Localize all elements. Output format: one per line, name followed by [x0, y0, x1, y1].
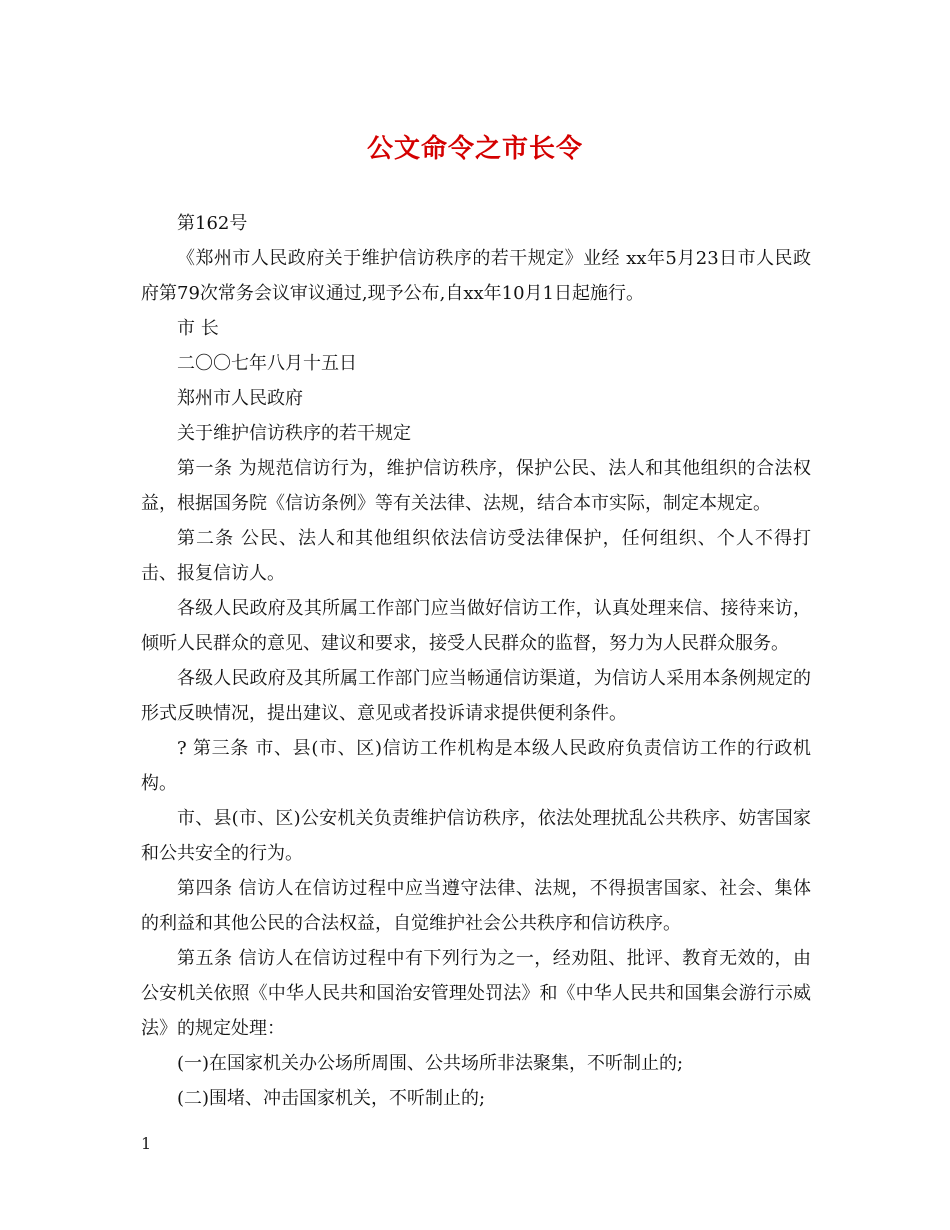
regulation-title: 关于维护信访秩序的若干规定: [177, 423, 411, 444]
document-title: 公文命令之市长令: [366, 134, 583, 164]
page-number: 1: [141, 1134, 152, 1153]
article-3-paragraph-2: 市、县(市、区)公安机关负责维护信访秩序，依法处理扰乱公共秩序、妨害国家和公共安全的行为。: [141, 808, 811, 864]
article-1: 第一条 为规范信访行为，维护信访秩序，保护公民、法人和其他组织的合法权益，根据国务院《信访条例》等有关法律、法规，结合本市实际，制定本规定。: [141, 458, 811, 514]
article-5-item-2: (二)围堵、冲击国家机关，不听制止的;: [177, 1088, 486, 1109]
article-3: ? 第三条 市、县(市、区)信访工作机构是本级人民政府负责信访工作的行政机构。: [141, 738, 811, 794]
issuing-authority: 郑州市人民政府: [177, 388, 303, 409]
article-5: 第五条 信访人在信访过程中有下列行为之一，经劝阻、批评、教育无效的，由公安机关依照《中华人民共和国治安管理处罚法》和《中华人民共和国集会游行示威法》的规定处理：: [141, 948, 811, 1039]
article-2: 第二条 公民、法人和其他组织依法信访受法律保护，任何组织、个人不得打击、报复信访人。: [141, 528, 811, 584]
article-2-paragraph-2: 各级人民政府及其所属工作部门应当做好信访工作，认真处理来信、接待来访，倾听人民群众的意见、建议和要求，接受人民群众的监督，努力为人民群众服务。: [141, 598, 811, 654]
article-5-item-1: (一)在国家机关办公场所周围、公共场所非法聚集，不听制止的;: [177, 1053, 684, 1074]
article-4: 第四条 信访人在信访过程中应当遵守法律、法规，不得损害国家、社会、集体的利益和其他公民的合法权益，自觉维护社会公共秩序和信访秩序。: [141, 878, 811, 934]
promulgation-paragraph: 《郑州市人民政府关于维护信访秩序的若干规定》业经 xx年5月23日市人民政府第79次常务会议审议通过,现予公布,自xx年10月1日起施行。: [141, 248, 811, 304]
document-number: 第162号: [177, 213, 248, 234]
document-body: [141, 206, 811, 1116]
article-2-paragraph-3: 各级人民政府及其所属工作部门应当畅通信访渠道，为信访人采用本条例规定的形式反映情况，提出建议、意见或者投诉请求提供便利条件。: [141, 668, 811, 724]
signature-title: 市 长: [177, 318, 219, 339]
issue-date: 二〇〇七年八月十五日: [177, 353, 357, 374]
